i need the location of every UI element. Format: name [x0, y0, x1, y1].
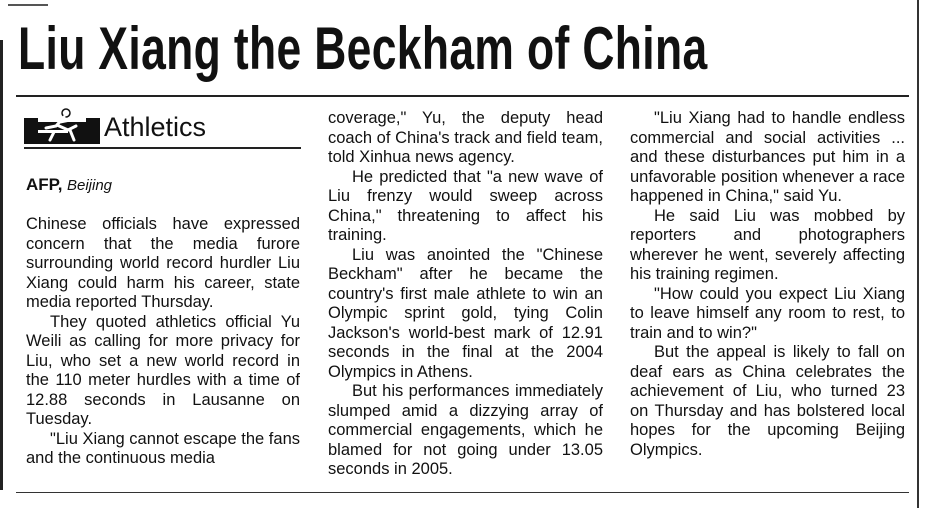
paragraph: But his performances immediately slumped amid a dizzying array of commercial engagements, which he blamed for not going under 13.05 seconds in 2005. [328, 382, 603, 478]
paragraph: He said Liu was mobbed by reporters and photographers wherever he went, severely affecting his training regimen. [630, 206, 905, 283]
hurdler-icon [24, 106, 100, 144]
paragraph: He predicted that "a new wave of Liu frenzy would sweep across China," threatening to affect his training. [328, 167, 603, 244]
bottom-rule [16, 492, 909, 493]
byline [26, 175, 112, 196]
paragraph: But the appeal is likely to fall on deaf ears as China celebrates the achievement of Liu, who turned 23 on Thursday and has bolstered local hopes for the upcoming Beijing Olympics. [630, 343, 905, 459]
paragraph: Liu was anointed the "Chinese Beckham" after he became the country's first male athlete to win an Olympic sprint gold, tying Colin Jackson's world-best mark of 12.91 seconds in the final at the 2004 Olympics in Athens. [328, 245, 603, 381]
page-edge-right [917, 0, 919, 508]
page-edge-left [0, 40, 3, 490]
paragraph: "Liu Xiang had to handle endless commercial and social activities ... and these disturbances put him in a unfavorable position whenever a race happened in China," said Yu. [630, 109, 905, 205]
section-rule [24, 147, 301, 149]
article-column-1 [26, 215, 300, 469]
section-kicker [24, 104, 301, 152]
byline-agency: AFP, [26, 175, 63, 194]
top-rule [8, 4, 48, 6]
paragraph: coverage," Yu, the deputy head coach of China's track and field team, told Xinhua news agency. [328, 109, 603, 166]
headline-rule [16, 95, 909, 97]
paragraph: "Liu Xiang cannot escape the fans and the continuous media [26, 429, 300, 467]
article-column-2 [328, 109, 603, 480]
headline: Liu Xiang the Beckham of China [18, 15, 708, 82]
byline-place: Beijing [67, 177, 113, 194]
section-label: Athletics [104, 112, 207, 142]
paragraph: They quoted athletics official Yu Weili as calling for more privacy for Liu, who set a new world record in the 110 meter hurdles with a time of 12.88 seconds in Lausanne on Tuesday. [26, 312, 300, 428]
paragraph: "How could you expect Liu Xiang to leave himself any room to rest, to train and to win?" [630, 284, 905, 342]
paragraph: Chinese officials have expressed concern that the media furore surrounding world record hurdler Liu Xiang could harm his career, state media reported Thursday. [26, 215, 300, 311]
article-column-3 [630, 109, 905, 460]
